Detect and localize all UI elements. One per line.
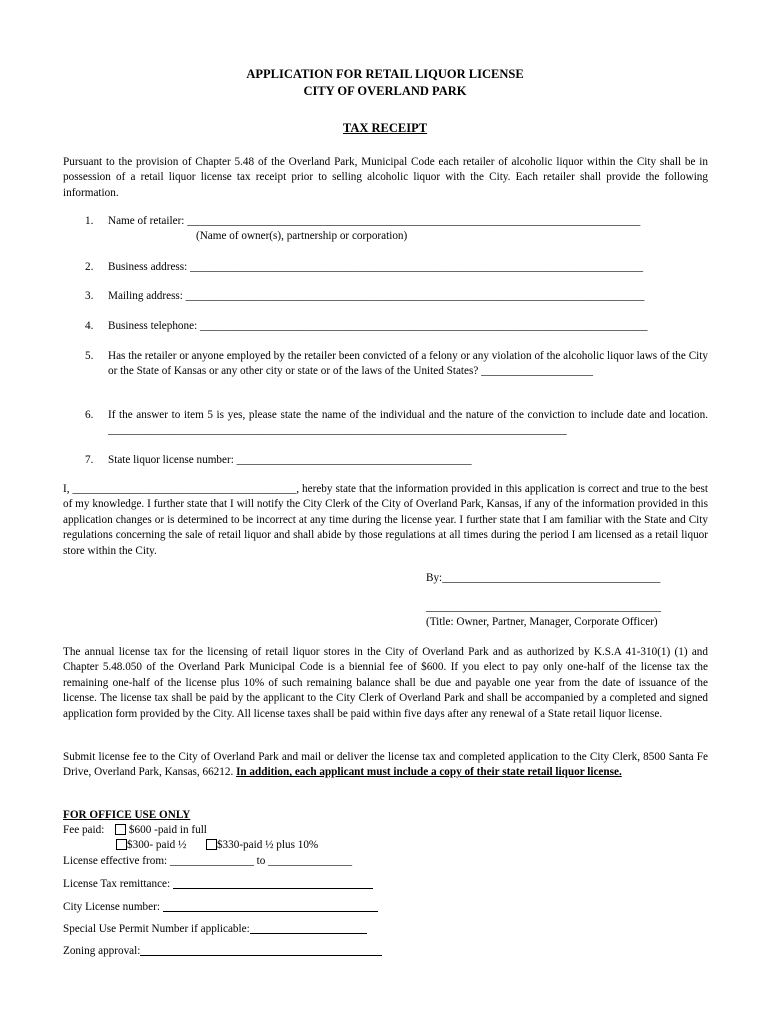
business-telephone-field[interactable]: Business telephone: ________________________________________________________________________________ [108,320,648,332]
effective-to-field[interactable]: _______________ [268,855,353,867]
fee-half-row [116,839,318,851]
title-note: (Title: Owner, Partner, Manager, Corporate Officer) [426,616,658,628]
license-effective-row [63,855,352,867]
fee-paid-row [63,824,207,836]
title-line[interactable]: __________________________________________ [426,601,661,613]
special-use-label: Special Use Permit Number if applicable: [63,923,250,935]
state-license-number-field[interactable]: State liquor license number: __________________________________________ [108,454,472,466]
item-number: 4. [85,320,94,332]
fee-full-label: $600 -paid in full [128,824,207,836]
tax-remittance-label: License Tax remittance: [63,878,173,890]
effective-to-word: to [253,855,269,867]
form-title: APPLICATION FOR RETAIL LIQUOR LICENSE [246,67,524,81]
retailer-name-note: (Name of owner(s), partnership or corporation) [196,230,408,242]
tax-receipt-heading: TAX RECEIPT [342,121,428,135]
item-conviction-details[interactable] [85,408,708,439]
fee-half-plus-checkbox[interactable] [206,839,217,850]
tax-remittance-field[interactable] [173,877,373,889]
license-effective-label: License effective from: [63,855,170,867]
fee-half-label: $300- paid ½ [127,839,187,851]
city-license-label: City License number: [63,901,163,913]
zoning-field[interactable] [140,944,382,956]
fee-paid-label: Fee paid: [63,824,105,836]
item-number: 6. [85,409,94,421]
zoning-label: Zoning approval: [63,945,141,957]
special-use-row [63,922,367,935]
fee-half-checkbox[interactable] [116,839,127,850]
special-use-field[interactable] [250,922,367,934]
submit-text: Submit license fee to the City of Overland Park and mail or deliver the license tax and completed application to the City Clerk, 8500 Santa Fe Drive, Overland Park, Kansas, 66212. [63,751,708,779]
city-license-field[interactable] [163,900,378,912]
zoning-row [63,944,382,957]
intro-paragraph: Pursuant to the provision of Chapter 5.48 of the Overland Park, Municipal Code each retailer of alcoholic liquor within the City shall be in possession of a retail liquor license tax receipt prior to selling alcoholic liquor with the City. Each retailer shall provide the following information. [63,156,708,199]
city-license-row [63,900,378,913]
item-number: 7. [85,454,94,466]
certification-paragraph: I, ________________________________________, hereby state that the information provided in this application is correct and true to the best of my knowledge. I further state that I will notify the City Clerk of the City of Overland Park, Kansas, if any of the information provided in this application changes or is determined to be incorrect at any time during the license year. I further state that I am familiar with the State and City regulations concerning the sale of retail liquor and shall abide by those regulations at all times during the period I am licensed as a retail liquor store within the City. [63,483,708,557]
mailing-address-field[interactable]: Mailing address: __________________________________________________________________________________ [108,290,645,302]
city-title: CITY OF OVERLAND PARK [303,84,467,98]
business-address-field[interactable]: Business address: _________________________________________________________________________________ [108,261,644,273]
effective-from-field[interactable]: _______________ [169,855,254,867]
signature-by-line[interactable]: By:_______________________________________ [426,572,661,584]
item-number: 3. [85,290,94,302]
item-conviction-question[interactable] [85,349,708,395]
retailer-name-field[interactable]: Name of retailer: _________________________________________________________________________________ [108,215,641,227]
item-number: 1. [85,215,94,227]
office-use-heading: FOR OFFICE USE ONLY [63,809,191,821]
item-number: 5. [85,350,94,362]
conviction-question-text[interactable]: Has the retailer or anyone employed by the retailer been convicted of a felony or any violation of the alcoholic liquor laws of the City or the State of Kansas or any other city or state or of the laws of the United States? ____________________ [108,350,708,378]
fee-full-checkbox[interactable] [115,824,126,835]
item-number: 2. [85,261,94,273]
fee-paragraph: The annual license tax for the licensing of retail liquor stores in the City of Overland Park and as authorized by K.S.A 41-310(1) (1) and Chapter 5.48.050 of the Overland Park Municipal Code is a biennial fee of $600. If you elect to pay only one-half of the license tax the remaining one-half of the license plus 10% of such remaining balance shall be due and payable one year from the date of issuance of the license. The license tax shall be paid by the applicant to the City Clerk of Overland Park and shall be accompanied by a completed and signed application form provided by the City. All license taxes shall be paid within five days after any renewal of a State retail liquor license. [63,646,708,720]
submit-paragraph [63,750,708,781]
tax-remittance-row [63,877,373,890]
submit-emphasis: In addition, each applicant must include a copy of their state retail liquor license. [236,766,622,779]
conviction-details-text[interactable]: If the answer to item 5 is yes, please state the name of the individual and the nature of the conviction to include date and location. __________________________________________________________________________________ [108,409,708,437]
fee-half-plus-label: $330-paid ½ plus 10% [216,839,319,851]
